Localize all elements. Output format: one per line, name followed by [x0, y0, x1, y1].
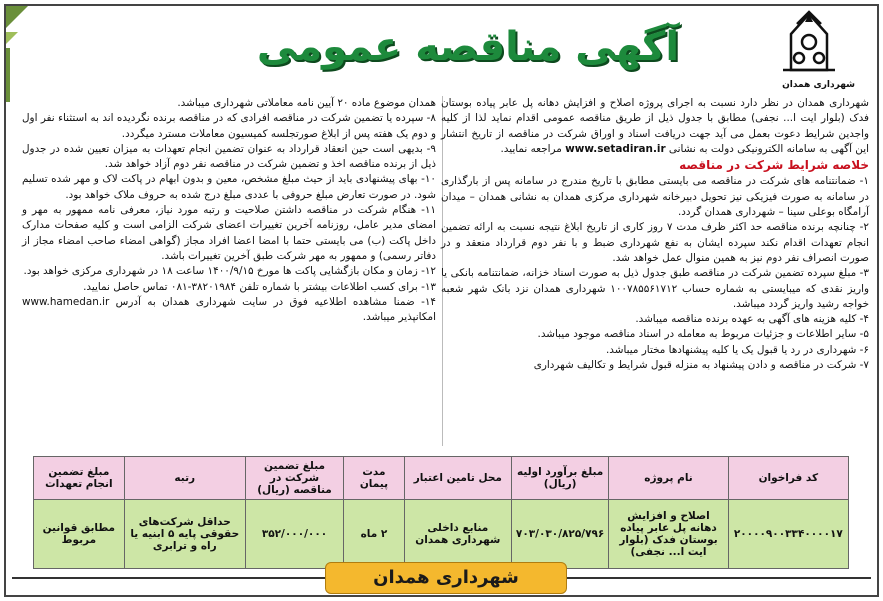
footer-banner: شهرداری همدان — [325, 562, 567, 594]
header — [8, 6, 875, 94]
condition-item: ۱۰- بهای پیشنهادی باید از حیث مبلغ مشخص، معین و بدون ابهام در پاکت لاک و مهر شده تسلیم شود. در صورت تعارض مبلغ حروفی با عددی مبلغ درج شده به حروف ملاک خواهد بود. — [22, 173, 436, 201]
logo-caption: شهرداری همدان — [782, 80, 855, 90]
setadiran-link[interactable]: www.setadiran.ir — [565, 142, 666, 155]
condition-item: ۸- سپرده یا تضمین شرکت در مناقصه افرادی که در مناقصه برنده نگردیده اند به استثناء نفر اول و دوم یک هفته پس از ابلاغ صورتجلسه کمیسیون معاملات مسترد میگردد. — [22, 112, 436, 140]
condition-item: ۶- شهرداری در رد یا قبول یک یا کلیه پیشنهادها مختار میباشد. — [606, 343, 869, 356]
condition-item: ۱- ضمانتنامه های شرکت در مناقصه می بایستی مطابق با تاریخ مندرج در سامانه پس از بارگذاری در سامانه به صورت فیزیکی نیز تحویل دبیرخانه شهرداری مرکزی همدان به نشانی همدان – میدان آرامگاه بوعلی سینا – شهرداری همدان گردد. — [441, 175, 869, 219]
condition-item: ۷- شرکت در مناقصه و دادن پیشنهاد به منزله قبول شرایط و تکالیف شهرداری — [533, 359, 869, 372]
condition-item: ۹- بدیهی است حین انعقاد قرارداد به عنوان تضمین انجام تعهدات به میزان تعیین شده در جدول ذیل از برنده مناقصه اخذ و تضمین شرکت در مناقصه نفر دوم آزاد خواهد شد. — [22, 142, 436, 171]
condition-item: همدان موضوع ماده ۲۰ آیین نامه معاملاتی شهرداری میباشد. — [177, 97, 436, 109]
bid-guarantee-cell: ۳۵۲/۰۰۰/۰۰۰ — [245, 500, 343, 569]
estimate-cell: ۷۰۳/۰۳۰/۸۲۵/۷۹۶ — [511, 500, 608, 569]
intro-tail: مراجعه نمایید. — [500, 142, 562, 155]
intro-text: شهرداری همدان در نظر دارد نسبت به اجرای پروژه اصلاح و افزایش دهانه پل عابر پیاده بوستان فدک (بلوار ایت ا... نجفی) مطابق با جدول ذیل از طریق مناقصه عمومی اقدام نماید لذا از کلیه واجدین شرایط دعوت بعمل می آید جهت دریافت اسناد و اوراق شرکت در مناقصه از تاریخ انتشار این آگهی به سامانه الکترونیکی دولت به نشانی — [441, 97, 869, 155]
condition-item: ۳- مبلغ سپرده تضمین شرکت در مناقصه طبق جدول ذیل به صورت اسناد خزانه، ضمانتنامه بانکی یا واریز نقدی که میبایستی به شماره حساب ۱۰۰۷۸۵۵۶۱۷۱۲ شهرداری همدان نزد بانک شهر شعبه خواجه رشید واریز گردد میباشد. — [441, 267, 869, 310]
header-cell: مبلغ برآورد اولیه (ریال) — [511, 457, 608, 500]
condition-item: ۴- کلیه هزینه های آگهی به عهده برنده مناقصه میباشد. — [635, 313, 869, 326]
left-column — [22, 96, 436, 325]
notice-title: آگهی مناقصه عمومی — [256, 24, 680, 70]
tender-code-cell: ۲۰۰۰۰۹۰۰۳۳۴۰۰۰۰۱۷ — [728, 500, 848, 569]
condition-item: ۱۴- ضمنا مشاهده اطلاعیه فوق در سایت شهرداری همدان به آدرس www.hamedan.ir امکانپذیر میباشد. — [22, 295, 436, 324]
header-cell: مبلغ تضمین انجام تعهدات — [34, 457, 125, 500]
tender-table — [33, 456, 849, 569]
header-cell: مدت پیمان — [344, 457, 405, 500]
header-cell: محل تامین اعتبار — [404, 457, 511, 500]
condition-item: ۱۲- زمان و مکان بازگشایی پاکت ها مورخ ۱۴۰۰/۹/۱۵ ساعت ۱۸ در شهرداری مرکزی خواهد بود. — [23, 265, 436, 278]
right-column — [441, 96, 869, 373]
header-cell: رتبه — [124, 457, 245, 500]
table-header-row — [34, 457, 849, 500]
header-cell: کد فراخوان — [728, 457, 848, 500]
condition-item: ۵- سایر اطلاعات و جزئیات مربوط به معامله در اسناد مناقصه موجود میباشد. — [537, 328, 869, 341]
performance-guarantee-cell: مطابق قوانین مربوط — [34, 500, 125, 569]
condition-item: ۲- چنانچه برنده مناقصه حد اکثر ظرف مدت ۷ روز کاری از تاریخ ابلاغ نتیجه نسبت به ارائه تضمین انجام تعهدات اقدام نکند سپرده ایشان به نفع شهرداری ضبط و با نفر دوم قرارداد منعقد و در صورت انصراف نفر دوم نیز به همین منوال عمل خواهد شد. — [441, 221, 870, 264]
grade-cell: حداقل شرکت‌های حقوقی پایه ۵ ابنیه یا راه و ترابری — [124, 500, 245, 569]
condition-item: ۱۱- هنگام شرکت در مناقصه داشتن صلاحیت و رتبه مورد نیاز، معرفی نامه ممهور به مهر و امضای مدیر عامل، روزنامه آخرین تغییرات اعضای شرکت الزامی است و کلیه صفحات مدارک داخل پاکت (ب) می بایستی حتما با امضا اعضا افراد مجاز (گواهی امضاء صاحب امضاء مجاز از دفاتر رسمی) و ممهور به مهر شرکت طبق آخرین تغییرات باشد. — [22, 204, 436, 262]
header-cell: نام پروژه — [609, 457, 728, 500]
intro-paragraph — [441, 96, 869, 157]
table-row — [34, 500, 849, 569]
duration-cell: ۲ ماه — [344, 500, 405, 569]
header-cell: مبلغ تضمین شرکت در مناقصه (ریال) — [245, 457, 343, 500]
funding-source-cell: منابع داخلی شهرداری همدان — [404, 500, 511, 569]
project-name-cell: اصلاح و افزایش دهانه پل عابر پیاده بوستان فدک (بلوار ایت ا... نجفی) — [609, 500, 728, 569]
condition-item: ۱۳- برای کسب اطلاعات بیشتر با شماره تلفن ۳۸۲۰۱۹۸۴-۰۸۱ تماس حاصل نمایید. — [83, 280, 436, 293]
conditions-heading: خلاصه شرایط شرکت در مناقصه — [679, 158, 869, 173]
